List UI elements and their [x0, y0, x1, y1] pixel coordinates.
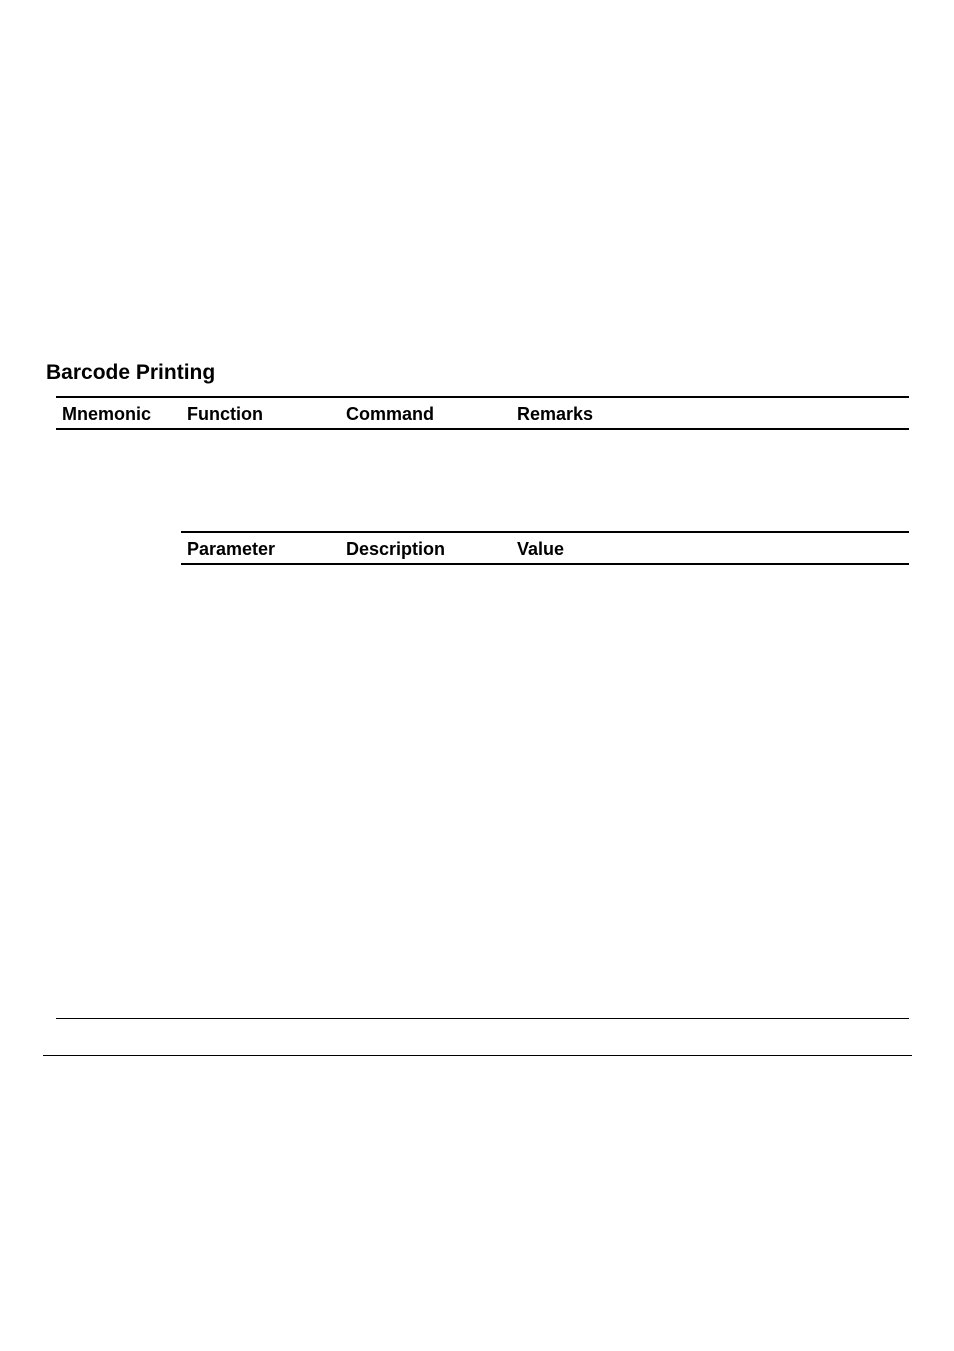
header-description: Description — [346, 539, 446, 559]
section-title: Barcode Printing — [46, 361, 216, 384]
header-command: Command — [346, 404, 435, 424]
header-value: Value — [517, 539, 565, 559]
main-table-top-rule — [56, 396, 909, 398]
parameter-table-top-rule — [181, 531, 909, 533]
page-footer-rule — [43, 1055, 912, 1056]
table-bottom-rule — [56, 1018, 909, 1019]
header-function: Function — [187, 404, 263, 424]
header-remarks: Remarks — [517, 404, 594, 424]
header-parameter: Parameter — [187, 539, 276, 559]
header-mnemonic: Mnemonic — [62, 404, 152, 424]
main-table-header-rule — [56, 428, 909, 430]
parameter-table-header-rule — [181, 563, 909, 565]
